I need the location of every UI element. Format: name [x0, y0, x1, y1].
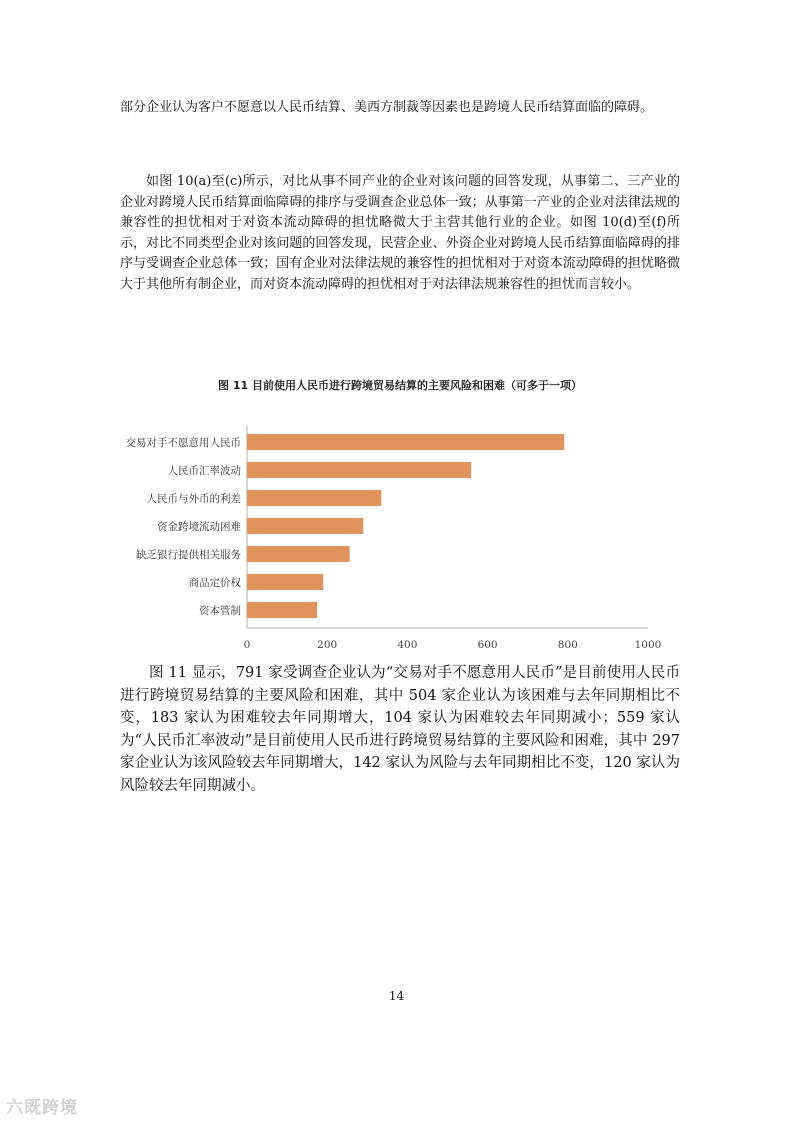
category-label: 人民币与外币的利差 [146, 493, 241, 505]
category-label: 缺乏银行提供相关服务 [136, 549, 241, 561]
bar [247, 546, 350, 562]
category-label: 商品定价权 [188, 577, 241, 589]
category-label: 资金跨境流动困难 [157, 521, 241, 533]
x-tick-label: 200 [317, 639, 338, 650]
paragraph-3: 图 11 显示，791 家受调查企业认为“交易对手不愿意用人民币”是目前使用人民币进行跨境贸易结算的主要风险和困难，其中 504 家企业认为该困难与去年同期相比不变，183 家认为困难较去年同期增大，104 家认为困难较去年同期减小；559 家认为“人民币汇率波动”是目前使用人民币进行跨境贸易结算的主要风险和困难，其中 297 家企业认为该风险较去年同期增大，142 家认为风险与去年同期相比不变，120 家认为风险较去年同期减小。 [120, 665, 680, 794]
bar [247, 518, 363, 534]
paragraph-2: 如图 10(a)至(c)所示，对比从事不同产业的企业对该问题的回答发现，从事第二、三产业的企业对跨境人民币结算面临障碍的排序与受调查企业总体一致；从事第一产业的企业对法律法规的兼容性的担忧相对于对资本流动障碍的担忧略微大于主营其他行业的企业。如图 10(d)至(f)所示，对比不同类型企业对该问题的回答发现，民营企业、外资企业对跨境人民币结算面临障碍的排序与受调查企业总体一致；国有企业对法律法规的兼容性的担忧相对于对资本流动障碍的担忧略微大于其他所有制企业，而对资本流动障碍的担忧相对于对法律法规兼容性的担忧而言较小。 [120, 174, 680, 292]
bar-chart [110, 420, 670, 650]
chart-title: 图 11 目前使用人民币进行跨境贸易结算的主要风险和困难（可多于一项） [218, 379, 582, 392]
x-tick-label: 800 [557, 639, 578, 650]
category-label: 资本管制 [199, 605, 241, 617]
bar [247, 434, 564, 450]
x-tick-label: 1000 [634, 639, 662, 650]
paragraph-1: 部分企业认为客户不愿意以人民币结算、美西方制裁等因素也是跨境人民币结算面临的障碍。 [120, 100, 654, 115]
page-number: 14 [388, 989, 405, 1003]
bar [247, 602, 317, 618]
x-tick-label: 0 [243, 639, 251, 650]
watermark-logo: 六既跨境 [6, 1098, 78, 1118]
bar [247, 462, 471, 478]
bar [247, 574, 323, 590]
x-tick-label: 400 [397, 639, 418, 650]
category-label: 交易对手不愿意用人民币 [125, 437, 241, 449]
category-label: 人民币汇率波动 [167, 465, 241, 477]
x-tick-label: 600 [477, 639, 498, 650]
bar [247, 490, 381, 506]
